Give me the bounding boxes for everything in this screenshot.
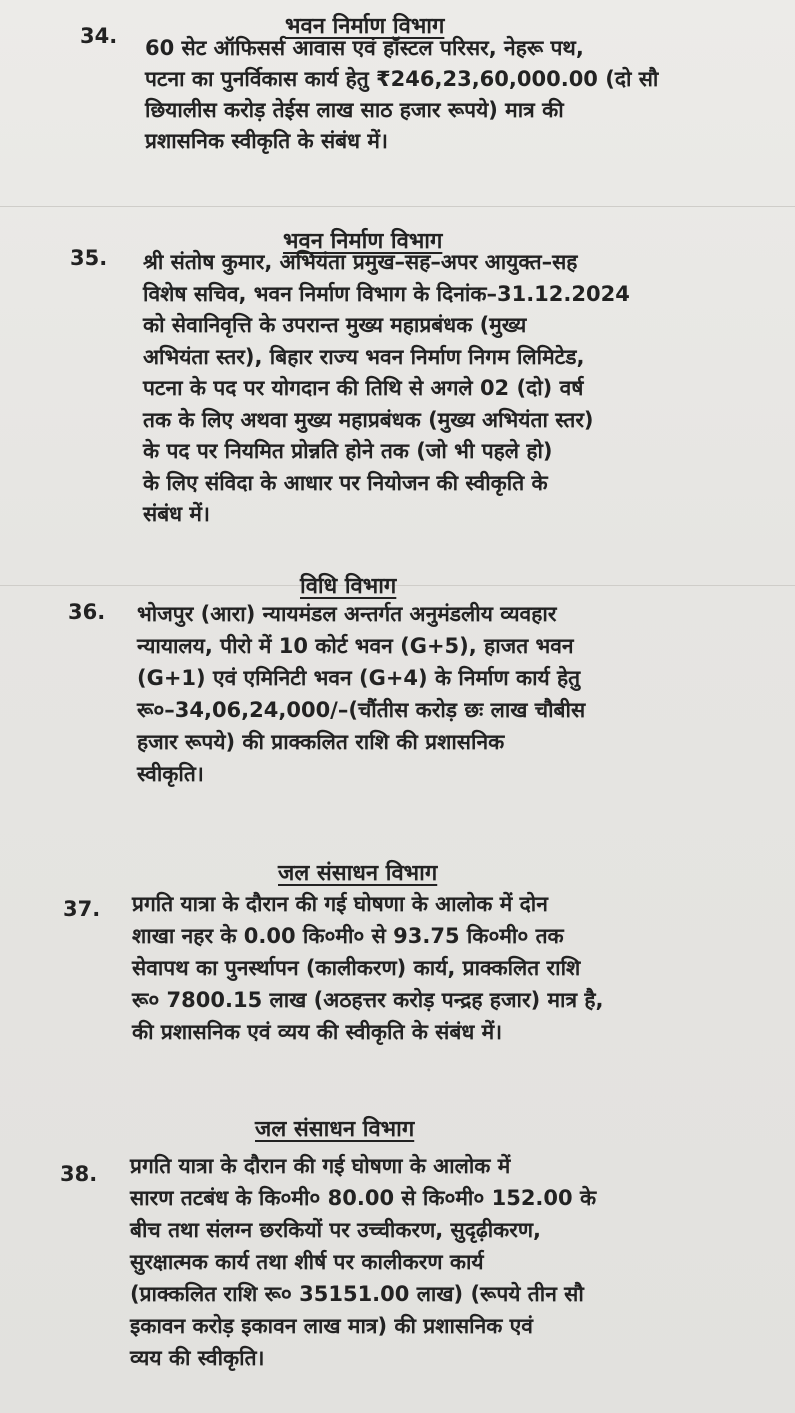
item-text: 60 सेट ऑफिसर्स आवास एवं हॉस्टल परिसर, नेहरू पथ, पटना का पुनर्विकास कार्य हेतु ₹246,23,60,000.00 (दो सौ छियालीस करोड़ तेईस लाख साठ हजार रूपये) मात्र की प्रशासनिक स्वीकृति के संबंध में। <box>145 36 659 153</box>
item-number: 34. <box>80 24 118 48</box>
item-number: 38. <box>60 1162 98 1186</box>
page-fold-line <box>0 585 795 586</box>
item-text: भोजपुर (आरा) न्यायमंडल अन्तर्गत अनुमंडलीय व्यवहार न्यायालय, पीरो में 10 कोर्ट भवन (G+5), हाजत भवन (G+1) एवं एमिनिटी भवन (G+4) के निर्माण कार्य हेतु रू०–34,06,24,000/–(चौंतीस करोड़ छः लाख चौबीस हजार रूपये) की प्राक्कलित राशि की प्रशासनिक स्वीकृति। <box>137 602 586 786</box>
department-heading: भवन निर्माण विभाग <box>285 14 445 39</box>
item-text: प्रगति यात्रा के दौरान की गई घोषणा के आलोक में सारण तटबंध के कि०मी० 80.00 से कि०मी० 152.00 के बीच तथा संलग्न छरकियों पर उच्चीकरण, सुदृढ़ीकरण, सुरक्षात्मक कार्य तथा शीर्ष पर कालीकरण कार्य (प्राक्कलित राशि रू० 35151.00 लाख) (रूपये तीन सौ इकावन करोड़ इकावन लाख मात्र) की प्रशासनिक एवं व्यय की स्वीकृति। <box>130 1154 597 1370</box>
item-text: प्रगति यात्रा के दौरान की गई घोषणा के आलोक में दोन शाखा नहर के 0.00 कि०मी० से 93.75 कि०मी० तक सेवापथ का पुनर्स्थापन (कालीकरण) कार्य, प्राक्कलित राशि रू० 7800.15 लाख (अठहत्तर करोड़ पन्द्रह हजार) मात्र है, की प्रशासनिक एवं व्यय की स्वीकृति के संबंध में। <box>132 892 604 1044</box>
item-text: श्री संतोष कुमार, अभियंता प्रमुख–सह–अपर आयुक्त–सह विशेष सचिव, भवन निर्माण विभाग के दिनांक–31.12.2024 को सेवानिवृत्ति के उपरान्त मुख्य महाप्रबंधक (मुख्य अभियंता स्तर), बिहार राज्य भवन निर्माण निगम लिमिटेड, पटना के पद पर योगदान की तिथि से अगले 02 (दो) वर्ष तक के लिए अथवा मुख्य महाप्रबंधक (मुख्य अभियंता स्तर) के पद पर नियमित प्रोन्नति होने तक (जो भी पहले हो) के लिए संविदा के आधार पर नियोजन की स्वीकृति के संबंध में। <box>143 250 630 526</box>
item-number: 37. <box>63 897 101 921</box>
item-number: 35. <box>70 246 108 270</box>
item-number: 36. <box>68 600 106 624</box>
department-heading: जल संसाधन विभाग <box>278 861 438 886</box>
department-heading: जल संसाधन विभाग <box>255 1117 415 1142</box>
department-heading: भवन निर्माण विभाग <box>283 229 443 254</box>
page-fold-line <box>0 206 795 207</box>
department-heading: विधि विभाग <box>300 574 397 599</box>
